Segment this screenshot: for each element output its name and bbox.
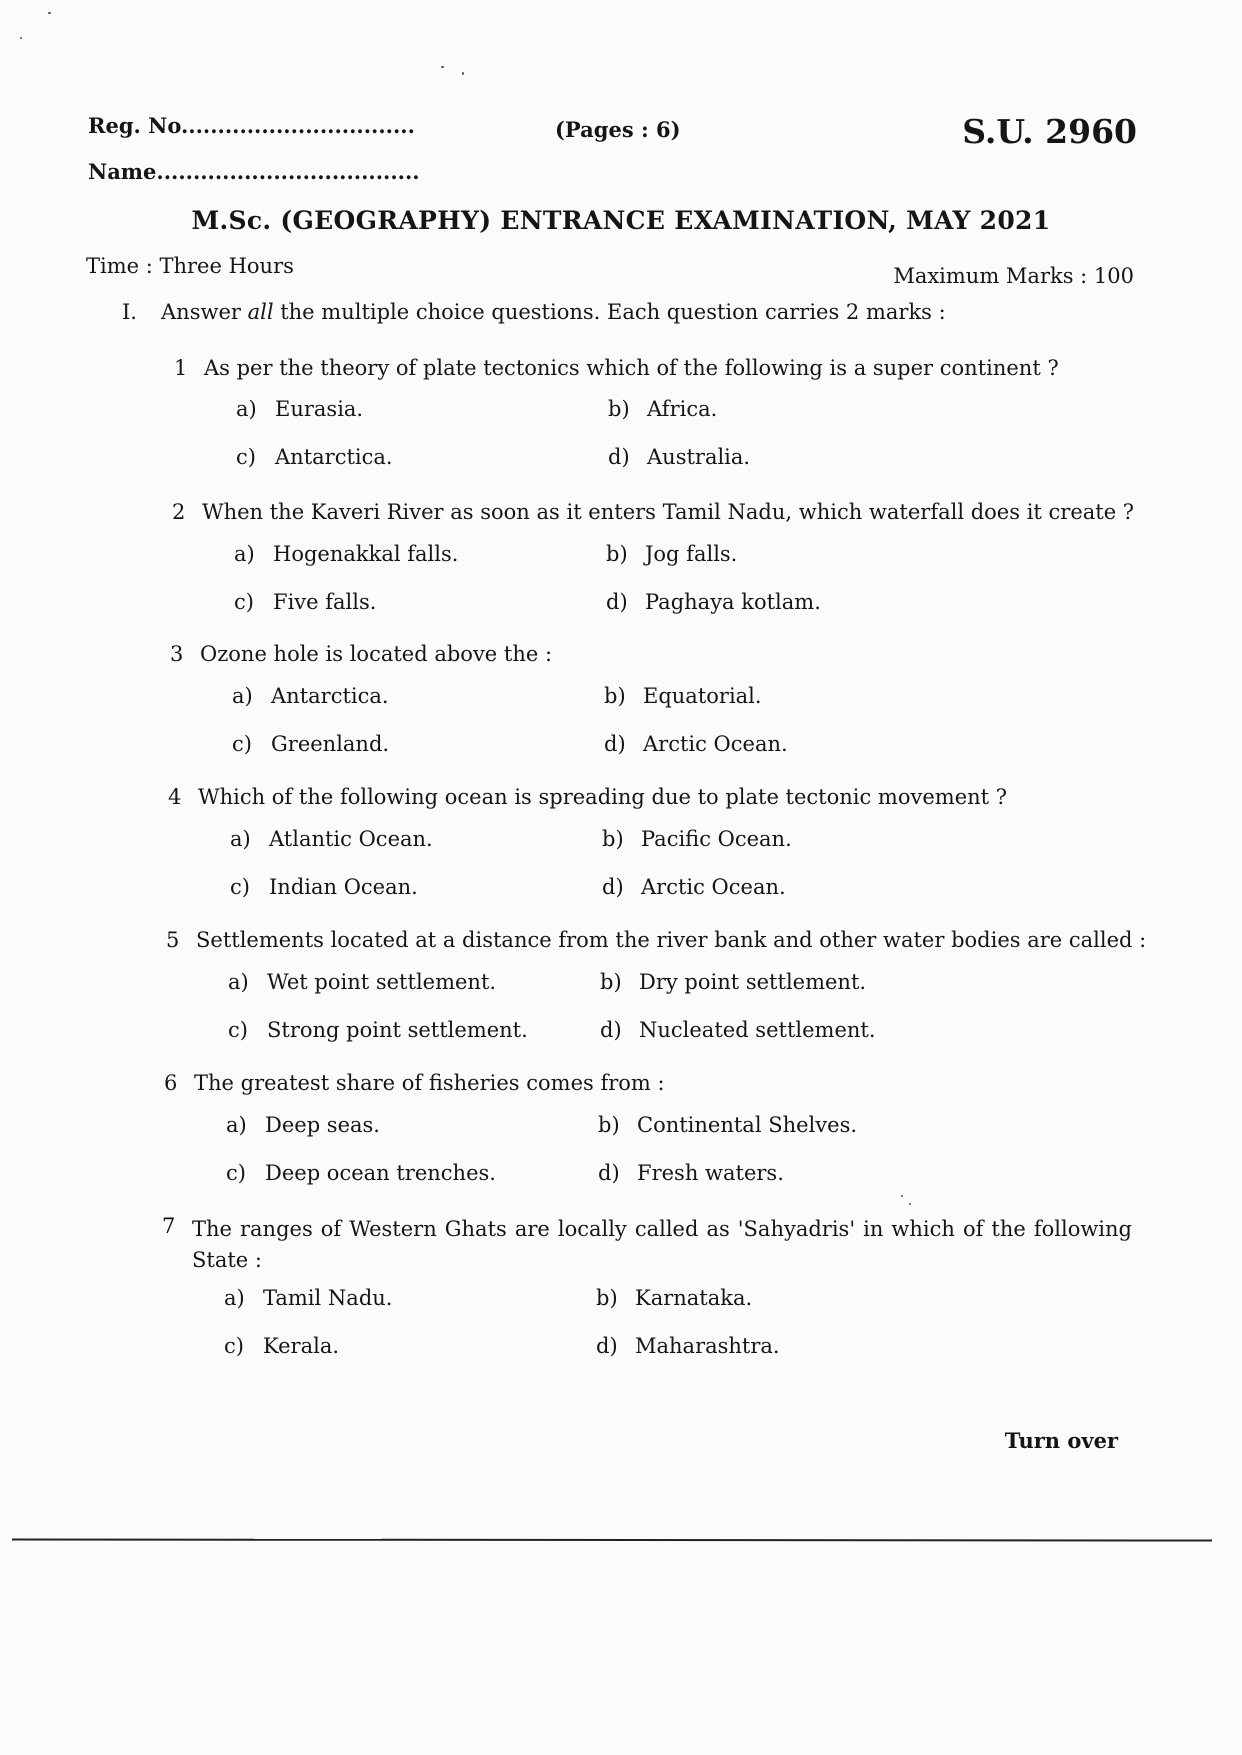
question-number: 6 — [164, 1071, 178, 1095]
question-stem — [172, 500, 1134, 524]
option-letter: a) — [234, 542, 255, 566]
option-letter: b) — [604, 684, 626, 708]
option-c — [228, 1018, 528, 1042]
option-c — [232, 732, 389, 756]
question-number: 3 — [170, 642, 184, 666]
option-text: Africa. — [647, 397, 718, 421]
instruction-emphasis: all — [247, 300, 274, 324]
question-stem — [170, 642, 552, 666]
option-text: Arctic Ocean. — [643, 732, 788, 756]
option-c — [226, 1161, 496, 1185]
option-text: Karnataka. — [635, 1286, 753, 1310]
option-b — [608, 397, 717, 421]
name-field: Name.................................... — [88, 159, 420, 184]
option-letter: a) — [228, 970, 249, 994]
option-letter: b) — [596, 1286, 618, 1310]
page-count: (Pages : 6) — [555, 117, 681, 142]
option-text: Deep ocean trenches. — [265, 1161, 496, 1185]
option-letter: a) — [224, 1286, 245, 1310]
option-a — [230, 827, 433, 851]
option-b — [602, 827, 792, 851]
option-a — [226, 1113, 380, 1137]
option-c — [230, 875, 418, 899]
option-d — [606, 590, 821, 614]
option-letter: a) — [230, 827, 251, 851]
option-letter: b) — [608, 397, 630, 421]
question-text: Which of the following ocean is spreading due to plate tectonic movement ? — [198, 785, 1008, 809]
page-bottom-rule — [12, 1538, 1212, 1541]
option-letter: c) — [230, 875, 250, 899]
question-stem — [164, 1071, 665, 1095]
option-letter: d) — [608, 445, 630, 469]
question-text: Settlements located at a distance from the river bank and other water bodies are called : — [196, 928, 1147, 952]
option-b — [596, 1286, 752, 1310]
option-text: Strong point settlement. — [267, 1018, 528, 1042]
option-letter: d) — [598, 1161, 620, 1185]
option-letter: c) — [228, 1018, 248, 1042]
option-text: Fresh waters. — [637, 1161, 784, 1185]
question-text: As per the theory of plate tectonics which of the following is a super continent ? — [204, 356, 1059, 380]
option-text: Paghaya kotlam. — [645, 590, 821, 614]
option-text: Antarctica. — [271, 684, 389, 708]
option-c — [234, 590, 376, 614]
option-b — [606, 542, 737, 566]
scan-speck — [462, 72, 464, 75]
maximum-marks: Maximum Marks : 100 — [893, 264, 1134, 288]
option-text: Hogenakkal falls. — [273, 542, 459, 566]
question-number: 2 — [172, 500, 186, 524]
option-text: Eurasia. — [275, 397, 364, 421]
question-number: 5 — [166, 928, 180, 952]
option-d — [598, 1161, 784, 1185]
option-text: Kerala. — [263, 1334, 340, 1358]
option-letter: d) — [606, 590, 628, 614]
question-stem — [174, 356, 1059, 380]
instruction-pre: Answer — [161, 300, 248, 324]
option-text: Five falls. — [273, 590, 377, 614]
section-instruction — [122, 300, 946, 324]
option-text: Greenland. — [271, 732, 390, 756]
option-text: Atlantic Ocean. — [269, 827, 433, 851]
option-text: Dry point settlement. — [639, 970, 867, 994]
time-allowed: Time : Three Hours — [86, 254, 294, 278]
option-letter: a) — [232, 684, 253, 708]
question-text: Ozone hole is located above the : — [200, 642, 553, 666]
option-text: Deep seas. — [265, 1113, 380, 1137]
option-letter: d) — [596, 1334, 618, 1358]
section-numeral: I. — [122, 300, 137, 324]
option-b — [598, 1113, 857, 1137]
option-a — [224, 1286, 392, 1310]
option-letter: c) — [224, 1334, 244, 1358]
option-text: Jog falls. — [645, 542, 738, 566]
option-text: Antarctica. — [275, 445, 393, 469]
option-text: Arctic Ocean. — [641, 875, 786, 899]
question-stem — [168, 785, 1007, 809]
exam-title: M.Sc. (GEOGRAPHY) ENTRANCE EXAMINATION, MAY 2021 — [191, 206, 1051, 235]
option-c — [224, 1334, 339, 1358]
option-b — [600, 970, 866, 994]
scan-speck — [48, 12, 51, 14]
scan-speck — [909, 1203, 911, 1205]
option-text: Tamil Nadu. — [263, 1286, 393, 1310]
option-text: Nucleated settlement. — [639, 1018, 876, 1042]
option-a — [234, 542, 458, 566]
option-text: Pacific Ocean. — [641, 827, 792, 851]
option-text: Maharashtra. — [635, 1334, 780, 1358]
question-text: The ranges of Western Ghats are locally called as 'Sahyadris' in which of the following State : — [192, 1217, 1132, 1272]
option-letter: d) — [602, 875, 624, 899]
turn-over-note: Turn over — [1004, 1428, 1118, 1453]
option-d — [608, 445, 750, 469]
option-d — [604, 732, 788, 756]
option-d — [596, 1334, 780, 1358]
option-letter: b) — [600, 970, 622, 994]
option-d — [602, 875, 786, 899]
option-text: Indian Ocean. — [269, 875, 418, 899]
reg-no-field: Reg. No................................ — [88, 113, 415, 138]
option-letter: d) — [604, 732, 626, 756]
scan-speck — [20, 37, 22, 39]
option-text: Equatorial. — [643, 684, 762, 708]
question-stem — [162, 1214, 1132, 1276]
paper-code: S.U. 2960 — [962, 112, 1137, 151]
option-text: Australia. — [647, 445, 751, 469]
option-a — [228, 970, 496, 994]
option-letter: b) — [598, 1113, 620, 1137]
option-letter: c) — [236, 445, 256, 469]
instruction-post: the multiple choice questions. Each question carries 2 marks : — [273, 300, 946, 324]
option-letter: a) — [226, 1113, 247, 1137]
question-text: When the Kaveri River as soon as it enters Tamil Nadu, which waterfall does it create ? — [202, 500, 1135, 524]
scan-speck — [441, 66, 444, 68]
option-c — [236, 445, 393, 469]
option-letter: c) — [232, 732, 252, 756]
option-a — [232, 684, 389, 708]
option-d — [600, 1018, 876, 1042]
question-stem — [166, 928, 1146, 952]
option-letter: b) — [602, 827, 624, 851]
question-text: The greatest share of fisheries comes from : — [194, 1071, 665, 1095]
question-number: 1 — [174, 356, 188, 380]
option-letter: c) — [234, 590, 254, 614]
option-letter: d) — [600, 1018, 622, 1042]
option-letter: b) — [606, 542, 628, 566]
option-b — [604, 684, 762, 708]
option-text: Wet point settlement. — [267, 970, 497, 994]
scan-speck — [901, 1195, 903, 1197]
question-number: 4 — [168, 785, 182, 809]
option-a — [236, 397, 363, 421]
option-text: Continental Shelves. — [637, 1113, 858, 1137]
option-letter: a) — [236, 397, 257, 421]
question-number: 7 — [162, 1214, 176, 1238]
option-letter: c) — [226, 1161, 246, 1185]
